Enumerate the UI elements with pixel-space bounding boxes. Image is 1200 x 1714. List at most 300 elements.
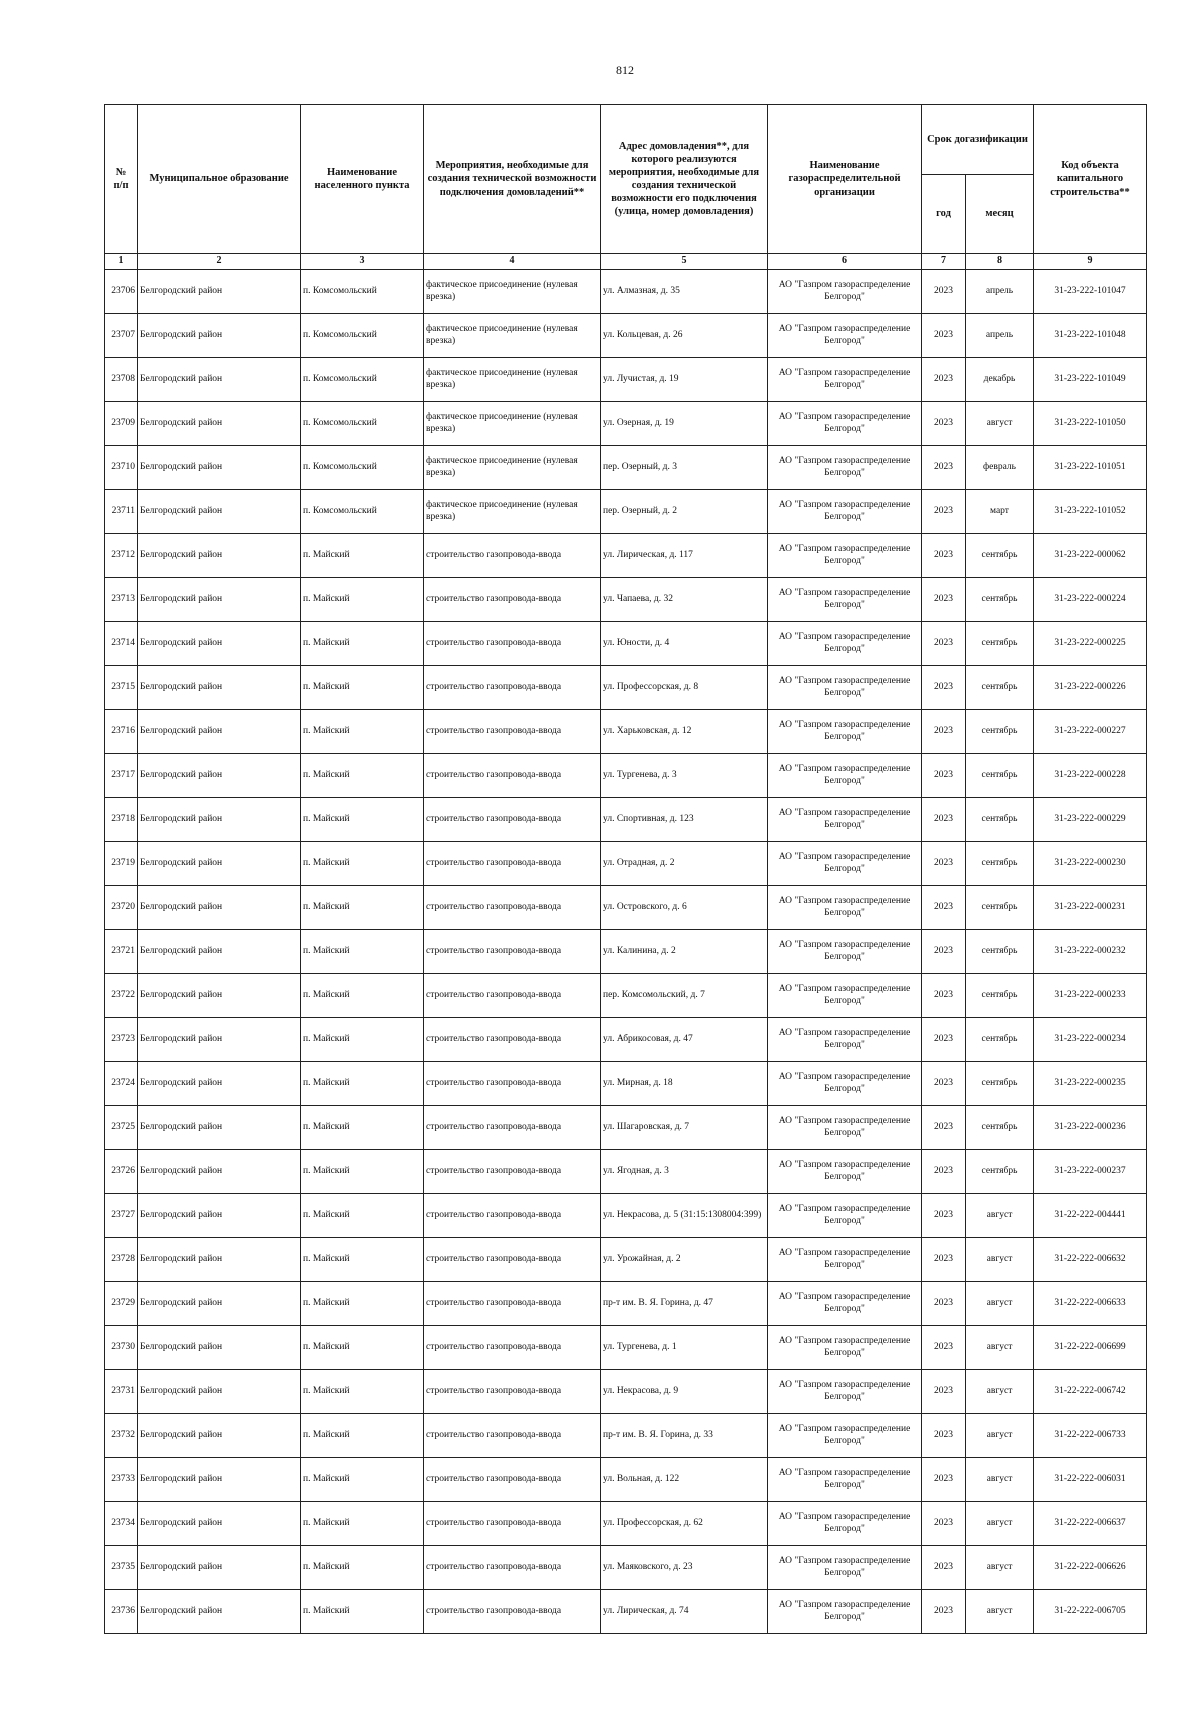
address-cell: ул. Лучистая, д. 19 bbox=[601, 358, 768, 402]
organization-cell: АО "Газпром газораспределение Белгород" bbox=[768, 798, 922, 842]
month-cell: сентябрь bbox=[966, 534, 1034, 578]
settlement-cell: п. Майский bbox=[301, 622, 424, 666]
settlement-cell: п. Комсомольский bbox=[301, 490, 424, 534]
measure-cell: строительство газопровода-ввода bbox=[424, 622, 601, 666]
object-code-cell: 31-23-222-000232 bbox=[1034, 930, 1147, 974]
organization-cell: АО "Газпром газораспределение Белгород" bbox=[768, 1282, 922, 1326]
object-code-cell: 31-23-222-000236 bbox=[1034, 1106, 1147, 1150]
year-cell: 2023 bbox=[922, 1590, 966, 1634]
row-number-cell: 23721 bbox=[105, 930, 138, 974]
municipality-cell: Белгородский район bbox=[138, 1062, 301, 1106]
header-municipality: Муниципальное образование bbox=[138, 105, 301, 254]
column-number: 7 bbox=[922, 254, 966, 270]
address-cell: ул. Вольная, д. 122 bbox=[601, 1458, 768, 1502]
year-cell: 2023 bbox=[922, 1282, 966, 1326]
year-cell: 2023 bbox=[922, 1150, 966, 1194]
object-code-cell: 31-22-222-006742 bbox=[1034, 1370, 1147, 1414]
settlement-cell: п. Майский bbox=[301, 1018, 424, 1062]
organization-cell: АО "Газпром газораспределение Белгород" bbox=[768, 666, 922, 710]
gasification-table bbox=[104, 104, 1147, 1634]
address-cell: ул. Некрасова, д. 9 bbox=[601, 1370, 768, 1414]
table-row bbox=[105, 446, 1147, 490]
organization-cell: АО "Газпром газораспределение Белгород" bbox=[768, 534, 922, 578]
organization-cell: АО "Газпром газораспределение Белгород" bbox=[768, 1370, 922, 1414]
address-cell: ул. Абрикосовая, д. 47 bbox=[601, 1018, 768, 1062]
organization-cell: АО "Газпром газораспределение Белгород" bbox=[768, 490, 922, 534]
row-number-cell: 23714 bbox=[105, 622, 138, 666]
year-cell: 2023 bbox=[922, 1018, 966, 1062]
settlement-cell: п. Майский bbox=[301, 1546, 424, 1590]
object-code-cell: 31-23-222-000230 bbox=[1034, 842, 1147, 886]
object-code-cell: 31-22-222-004441 bbox=[1034, 1194, 1147, 1238]
address-cell: ул. Урожайная, д. 2 bbox=[601, 1238, 768, 1282]
organization-cell: АО "Газпром газораспределение Белгород" bbox=[768, 270, 922, 314]
measure-cell: строительство газопровода-ввода bbox=[424, 886, 601, 930]
column-number: 1 bbox=[105, 254, 138, 270]
object-code-cell: 31-23-222-000233 bbox=[1034, 974, 1147, 1018]
address-cell: ул. Калинина, д. 2 bbox=[601, 930, 768, 974]
month-cell: август bbox=[966, 1370, 1034, 1414]
municipality-cell: Белгородский район bbox=[138, 1282, 301, 1326]
object-code-cell: 31-23-222-000231 bbox=[1034, 886, 1147, 930]
year-cell: 2023 bbox=[922, 534, 966, 578]
row-number-cell: 23709 bbox=[105, 402, 138, 446]
year-cell: 2023 bbox=[922, 666, 966, 710]
year-cell: 2023 bbox=[922, 1326, 966, 1370]
municipality-cell: Белгородский район bbox=[138, 798, 301, 842]
object-code-cell: 31-23-222-000062 bbox=[1034, 534, 1147, 578]
object-code-cell: 31-23-222-101047 bbox=[1034, 270, 1147, 314]
column-number-row bbox=[105, 254, 1147, 270]
month-cell: сентябрь bbox=[966, 798, 1034, 842]
municipality-cell: Белгородский район bbox=[138, 270, 301, 314]
row-number-cell: 23716 bbox=[105, 710, 138, 754]
settlement-cell: п. Майский bbox=[301, 842, 424, 886]
header-settlement: Наименование населенного пункта bbox=[301, 105, 424, 254]
month-cell: август bbox=[966, 1414, 1034, 1458]
header-year: год bbox=[922, 175, 966, 254]
month-cell: август bbox=[966, 1326, 1034, 1370]
measure-cell: строительство газопровода-ввода bbox=[424, 1062, 601, 1106]
organization-cell: АО "Газпром газораспределение Белгород" bbox=[768, 314, 922, 358]
object-code-cell: 31-23-222-000226 bbox=[1034, 666, 1147, 710]
object-code-cell: 31-23-222-101050 bbox=[1034, 402, 1147, 446]
settlement-cell: п. Майский bbox=[301, 974, 424, 1018]
year-cell: 2023 bbox=[922, 1502, 966, 1546]
year-cell: 2023 bbox=[922, 1458, 966, 1502]
row-number-cell: 23732 bbox=[105, 1414, 138, 1458]
table-row bbox=[105, 622, 1147, 666]
table-row bbox=[105, 842, 1147, 886]
table-row bbox=[105, 1282, 1147, 1326]
organization-cell: АО "Газпром газораспределение Белгород" bbox=[768, 402, 922, 446]
header-org: Наименование газораспределительной организации bbox=[768, 105, 922, 254]
object-code-cell: 31-23-222-000228 bbox=[1034, 754, 1147, 798]
year-cell: 2023 bbox=[922, 622, 966, 666]
address-cell: ул. Тургенева, д. 1 bbox=[601, 1326, 768, 1370]
address-cell: ул. Ягодная, д. 3 bbox=[601, 1150, 768, 1194]
row-number-cell: 23734 bbox=[105, 1502, 138, 1546]
address-cell: ул. Тургенева, д. 3 bbox=[601, 754, 768, 798]
municipality-cell: Белгородский район bbox=[138, 886, 301, 930]
measure-cell: строительство газопровода-ввода bbox=[424, 798, 601, 842]
month-cell: август bbox=[966, 402, 1034, 446]
header-code: Код объекта капитального строительства** bbox=[1034, 105, 1147, 254]
municipality-cell: Белгородский район bbox=[138, 622, 301, 666]
month-cell: сентябрь bbox=[966, 1018, 1034, 1062]
table-row bbox=[105, 1326, 1147, 1370]
year-cell: 2023 bbox=[922, 798, 966, 842]
table-row bbox=[105, 710, 1147, 754]
table-row bbox=[105, 1062, 1147, 1106]
row-number-cell: 23717 bbox=[105, 754, 138, 798]
row-number-cell: 23706 bbox=[105, 270, 138, 314]
address-cell: пер. Комсомольский, д. 7 bbox=[601, 974, 768, 1018]
address-cell: ул. Профессорская, д. 8 bbox=[601, 666, 768, 710]
year-cell: 2023 bbox=[922, 402, 966, 446]
settlement-cell: п. Комсомольский bbox=[301, 446, 424, 490]
municipality-cell: Белгородский район bbox=[138, 358, 301, 402]
row-number-cell: 23712 bbox=[105, 534, 138, 578]
year-cell: 2023 bbox=[922, 1238, 966, 1282]
municipality-cell: Белгородский район bbox=[138, 1502, 301, 1546]
table-row bbox=[105, 270, 1147, 314]
measure-cell: строительство газопровода-ввода bbox=[424, 1150, 601, 1194]
municipality-cell: Белгородский район bbox=[138, 1326, 301, 1370]
measure-cell: строительство газопровода-ввода bbox=[424, 578, 601, 622]
municipality-cell: Белгородский район bbox=[138, 1546, 301, 1590]
year-cell: 2023 bbox=[922, 270, 966, 314]
year-cell: 2023 bbox=[922, 842, 966, 886]
municipality-cell: Белгородский район bbox=[138, 1106, 301, 1150]
address-cell: ул. Лирическая, д. 117 bbox=[601, 534, 768, 578]
month-cell: сентябрь bbox=[966, 930, 1034, 974]
address-cell: ул. Мирная, д. 18 bbox=[601, 1062, 768, 1106]
organization-cell: АО "Газпром газораспределение Белгород" bbox=[768, 842, 922, 886]
header-month: месяц bbox=[966, 175, 1034, 254]
measure-cell: строительство газопровода-ввода bbox=[424, 534, 601, 578]
municipality-cell: Белгородский район bbox=[138, 1458, 301, 1502]
settlement-cell: п. Комсомольский bbox=[301, 358, 424, 402]
measure-cell: строительство газопровода-ввода bbox=[424, 974, 601, 1018]
organization-cell: АО "Газпром газораспределение Белгород" bbox=[768, 886, 922, 930]
municipality-cell: Белгородский район bbox=[138, 534, 301, 578]
address-cell: ул. Островского, д. 6 bbox=[601, 886, 768, 930]
year-cell: 2023 bbox=[922, 490, 966, 534]
year-cell: 2023 bbox=[922, 886, 966, 930]
organization-cell: АО "Газпром газораспределение Белгород" bbox=[768, 1590, 922, 1634]
measure-cell: строительство газопровода-ввода bbox=[424, 1018, 601, 1062]
municipality-cell: Белгородский район bbox=[138, 1238, 301, 1282]
object-code-cell: 31-22-222-006733 bbox=[1034, 1414, 1147, 1458]
organization-cell: АО "Газпром газораспределение Белгород" bbox=[768, 622, 922, 666]
month-cell: август bbox=[966, 1546, 1034, 1590]
organization-cell: АО "Газпром газораспределение Белгород" bbox=[768, 1546, 922, 1590]
measure-cell: строительство газопровода-ввода bbox=[424, 842, 601, 886]
column-number: 2 bbox=[138, 254, 301, 270]
object-code-cell: 31-23-222-101052 bbox=[1034, 490, 1147, 534]
header-address: Адрес домовладения**, для которого реализуются мероприятия, необходимые для создания технической возможности его подключения (улица, номер домовладения) bbox=[601, 105, 768, 254]
settlement-cell: п. Майский bbox=[301, 1326, 424, 1370]
row-number-cell: 23727 bbox=[105, 1194, 138, 1238]
measure-cell: фактическое присоединение (нулевая врезка) bbox=[424, 270, 601, 314]
address-cell: ул. Отрадная, д. 2 bbox=[601, 842, 768, 886]
settlement-cell: п. Майский bbox=[301, 1502, 424, 1546]
address-cell: ул. Лирическая, д. 74 bbox=[601, 1590, 768, 1634]
header-num: № п/п bbox=[105, 105, 138, 254]
month-cell: август bbox=[966, 1458, 1034, 1502]
address-cell: ул. Спортивная, д. 123 bbox=[601, 798, 768, 842]
table-row bbox=[105, 1590, 1147, 1634]
row-number-cell: 23720 bbox=[105, 886, 138, 930]
settlement-cell: п. Майский bbox=[301, 930, 424, 974]
month-cell: сентябрь bbox=[966, 974, 1034, 1018]
measure-cell: строительство газопровода-ввода bbox=[424, 754, 601, 798]
measure-cell: строительство газопровода-ввода bbox=[424, 1458, 601, 1502]
row-number-cell: 23735 bbox=[105, 1546, 138, 1590]
measure-cell: строительство газопровода-ввода bbox=[424, 1546, 601, 1590]
page-number: 812 bbox=[616, 63, 634, 77]
organization-cell: АО "Газпром газораспределение Белгород" bbox=[768, 358, 922, 402]
row-number-cell: 23730 bbox=[105, 1326, 138, 1370]
measure-cell: строительство газопровода-ввода bbox=[424, 1326, 601, 1370]
object-code-cell: 31-22-222-006705 bbox=[1034, 1590, 1147, 1634]
settlement-cell: п. Комсомольский bbox=[301, 270, 424, 314]
measure-cell: фактическое присоединение (нулевая врезка) bbox=[424, 490, 601, 534]
month-cell: сентябрь bbox=[966, 710, 1034, 754]
object-code-cell: 31-22-222-006031 bbox=[1034, 1458, 1147, 1502]
settlement-cell: п. Майский bbox=[301, 578, 424, 622]
row-number-cell: 23708 bbox=[105, 358, 138, 402]
municipality-cell: Белгородский район bbox=[138, 666, 301, 710]
table-row bbox=[105, 930, 1147, 974]
month-cell: август bbox=[966, 1282, 1034, 1326]
year-cell: 2023 bbox=[922, 1370, 966, 1414]
table-row bbox=[105, 1414, 1147, 1458]
row-number-cell: 23711 bbox=[105, 490, 138, 534]
settlement-cell: п. Майский bbox=[301, 1062, 424, 1106]
settlement-cell: п. Майский bbox=[301, 1414, 424, 1458]
table-row bbox=[105, 1150, 1147, 1194]
row-number-cell: 23710 bbox=[105, 446, 138, 490]
row-number-cell: 23726 bbox=[105, 1150, 138, 1194]
settlement-cell: п. Майский bbox=[301, 886, 424, 930]
year-cell: 2023 bbox=[922, 974, 966, 1018]
measure-cell: строительство газопровода-ввода bbox=[424, 1106, 601, 1150]
municipality-cell: Белгородский район bbox=[138, 930, 301, 974]
table-row bbox=[105, 1238, 1147, 1282]
column-number: 9 bbox=[1034, 254, 1147, 270]
municipality-cell: Белгородский район bbox=[138, 1590, 301, 1634]
row-number-cell: 23715 bbox=[105, 666, 138, 710]
municipality-cell: Белгородский район bbox=[138, 1194, 301, 1238]
municipality-cell: Белгородский район bbox=[138, 754, 301, 798]
object-code-cell: 31-23-222-101051 bbox=[1034, 446, 1147, 490]
settlement-cell: п. Майский bbox=[301, 798, 424, 842]
object-code-cell: 31-22-222-006637 bbox=[1034, 1502, 1147, 1546]
row-number-cell: 23707 bbox=[105, 314, 138, 358]
measure-cell: строительство газопровода-ввода bbox=[424, 710, 601, 754]
column-number: 8 bbox=[966, 254, 1034, 270]
address-cell: ул. Шагаровская, д. 7 bbox=[601, 1106, 768, 1150]
year-cell: 2023 bbox=[922, 1546, 966, 1590]
municipality-cell: Белгородский район bbox=[138, 446, 301, 490]
column-number: 5 bbox=[601, 254, 768, 270]
settlement-cell: п. Майский bbox=[301, 710, 424, 754]
organization-cell: АО "Газпром газораспределение Белгород" bbox=[768, 1238, 922, 1282]
measure-cell: строительство газопровода-ввода bbox=[424, 1590, 601, 1634]
measure-cell: строительство газопровода-ввода bbox=[424, 1414, 601, 1458]
organization-cell: АО "Газпром газораспределение Белгород" bbox=[768, 754, 922, 798]
table-row bbox=[105, 1502, 1147, 1546]
address-cell: ул. Некрасова, д. 5 (31:15:1308004:399) bbox=[601, 1194, 768, 1238]
address-cell: ул. Харьковская, д. 12 bbox=[601, 710, 768, 754]
object-code-cell: 31-22-222-006699 bbox=[1034, 1326, 1147, 1370]
column-number: 3 bbox=[301, 254, 424, 270]
measure-cell: строительство газопровода-ввода bbox=[424, 1502, 601, 1546]
row-number-cell: 23718 bbox=[105, 798, 138, 842]
organization-cell: АО "Газпром газораспределение Белгород" bbox=[768, 1414, 922, 1458]
table-row bbox=[105, 358, 1147, 402]
measure-cell: строительство газопровода-ввода bbox=[424, 1238, 601, 1282]
organization-cell: АО "Газпром газораспределение Белгород" bbox=[768, 1502, 922, 1546]
month-cell: апрель bbox=[966, 314, 1034, 358]
table-row bbox=[105, 666, 1147, 710]
measure-cell: строительство газопровода-ввода bbox=[424, 930, 601, 974]
object-code-cell: 31-23-222-000227 bbox=[1034, 710, 1147, 754]
organization-cell: АО "Газпром газораспределение Белгород" bbox=[768, 1106, 922, 1150]
address-cell: пр-т им. В. Я. Горина, д. 33 bbox=[601, 1414, 768, 1458]
month-cell: сентябрь bbox=[966, 842, 1034, 886]
measure-cell: фактическое присоединение (нулевая врезка) bbox=[424, 402, 601, 446]
table-row bbox=[105, 314, 1147, 358]
address-cell: пер. Озерный, д. 3 bbox=[601, 446, 768, 490]
header-measures: Мероприятия, необходимые для создания технической возможности подключения домовладений** bbox=[424, 105, 601, 254]
municipality-cell: Белгородский район bbox=[138, 1018, 301, 1062]
row-number-cell: 23729 bbox=[105, 1282, 138, 1326]
table-row bbox=[105, 754, 1147, 798]
municipality-cell: Белгородский район bbox=[138, 1370, 301, 1414]
table-body bbox=[105, 270, 1147, 1634]
municipality-cell: Белгородский район bbox=[138, 402, 301, 446]
settlement-cell: п. Майский bbox=[301, 1370, 424, 1414]
column-number: 6 bbox=[768, 254, 922, 270]
settlement-cell: п. Майский bbox=[301, 1590, 424, 1634]
year-cell: 2023 bbox=[922, 578, 966, 622]
row-number-cell: 23722 bbox=[105, 974, 138, 1018]
object-code-cell: 31-23-222-000234 bbox=[1034, 1018, 1147, 1062]
row-number-cell: 23724 bbox=[105, 1062, 138, 1106]
municipality-cell: Белгородский район bbox=[138, 490, 301, 534]
year-cell: 2023 bbox=[922, 1062, 966, 1106]
settlement-cell: п. Майский bbox=[301, 534, 424, 578]
table-row bbox=[105, 1546, 1147, 1590]
year-cell: 2023 bbox=[922, 446, 966, 490]
municipality-cell: Белгородский район bbox=[138, 1150, 301, 1194]
settlement-cell: п. Комсомольский bbox=[301, 402, 424, 446]
object-code-cell: 31-23-222-000237 bbox=[1034, 1150, 1147, 1194]
object-code-cell: 31-23-222-101049 bbox=[1034, 358, 1147, 402]
measure-cell: строительство газопровода-ввода bbox=[424, 1194, 601, 1238]
month-cell: август bbox=[966, 1502, 1034, 1546]
table-row bbox=[105, 402, 1147, 446]
object-code-cell: 31-23-222-000229 bbox=[1034, 798, 1147, 842]
municipality-cell: Белгородский район bbox=[138, 710, 301, 754]
month-cell: сентябрь bbox=[966, 578, 1034, 622]
object-code-cell: 31-22-222-006626 bbox=[1034, 1546, 1147, 1590]
year-cell: 2023 bbox=[922, 358, 966, 402]
municipality-cell: Белгородский район bbox=[138, 842, 301, 886]
month-cell: сентябрь bbox=[966, 622, 1034, 666]
row-number-cell: 23736 bbox=[105, 1590, 138, 1634]
measure-cell: фактическое присоединение (нулевая врезка) bbox=[424, 446, 601, 490]
table-row bbox=[105, 534, 1147, 578]
municipality-cell: Белгородский район bbox=[138, 974, 301, 1018]
organization-cell: АО "Газпром газораспределение Белгород" bbox=[768, 1458, 922, 1502]
table-row bbox=[105, 886, 1147, 930]
table-row bbox=[105, 1370, 1147, 1414]
settlement-cell: п. Майский bbox=[301, 1150, 424, 1194]
municipality-cell: Белгородский район bbox=[138, 1414, 301, 1458]
year-cell: 2023 bbox=[922, 930, 966, 974]
address-cell: ул. Озерная, д. 19 bbox=[601, 402, 768, 446]
month-cell: август bbox=[966, 1590, 1034, 1634]
address-cell: ул. Алмазная, д. 35 bbox=[601, 270, 768, 314]
object-code-cell: 31-23-222-101048 bbox=[1034, 314, 1147, 358]
table-row bbox=[105, 974, 1147, 1018]
address-cell: пер. Озерный, д. 2 bbox=[601, 490, 768, 534]
settlement-cell: п. Майский bbox=[301, 754, 424, 798]
settlement-cell: п. Комсомольский bbox=[301, 314, 424, 358]
object-code-cell: 31-23-222-000224 bbox=[1034, 578, 1147, 622]
row-number-cell: 23733 bbox=[105, 1458, 138, 1502]
year-cell: 2023 bbox=[922, 1194, 966, 1238]
address-cell: ул. Профессорская, д. 62 bbox=[601, 1502, 768, 1546]
address-cell: ул. Маяковского, д. 23 bbox=[601, 1546, 768, 1590]
table-row bbox=[105, 578, 1147, 622]
month-cell: сентябрь bbox=[966, 1150, 1034, 1194]
year-cell: 2023 bbox=[922, 754, 966, 798]
measure-cell: фактическое присоединение (нулевая врезка) bbox=[424, 314, 601, 358]
organization-cell: АО "Газпром газораспределение Белгород" bbox=[768, 974, 922, 1018]
measure-cell: фактическое присоединение (нулевая врезка) bbox=[424, 358, 601, 402]
month-cell: декабрь bbox=[966, 358, 1034, 402]
month-cell: сентябрь bbox=[966, 666, 1034, 710]
year-cell: 2023 bbox=[922, 1414, 966, 1458]
month-cell: сентябрь bbox=[966, 1062, 1034, 1106]
municipality-cell: Белгородский район bbox=[138, 314, 301, 358]
organization-cell: АО "Газпром газораспределение Белгород" bbox=[768, 446, 922, 490]
month-cell: сентябрь bbox=[966, 886, 1034, 930]
row-number-cell: 23723 bbox=[105, 1018, 138, 1062]
organization-cell: АО "Газпром газораспределение Белгород" bbox=[768, 1062, 922, 1106]
month-cell: апрель bbox=[966, 270, 1034, 314]
table-row bbox=[105, 1018, 1147, 1062]
table-row bbox=[105, 1458, 1147, 1502]
object-code-cell: 31-23-222-000225 bbox=[1034, 622, 1147, 666]
address-cell: ул. Чапаева, д. 32 bbox=[601, 578, 768, 622]
object-code-cell: 31-22-222-006633 bbox=[1034, 1282, 1147, 1326]
municipality-cell: Белгородский район bbox=[138, 578, 301, 622]
month-cell: август bbox=[966, 1238, 1034, 1282]
settlement-cell: п. Майский bbox=[301, 1458, 424, 1502]
table-row bbox=[105, 490, 1147, 534]
settlement-cell: п. Майский bbox=[301, 1282, 424, 1326]
row-number-cell: 23725 bbox=[105, 1106, 138, 1150]
organization-cell: АО "Газпром газораспределение Белгород" bbox=[768, 578, 922, 622]
address-cell: ул. Юности, д. 4 bbox=[601, 622, 768, 666]
year-cell: 2023 bbox=[922, 314, 966, 358]
